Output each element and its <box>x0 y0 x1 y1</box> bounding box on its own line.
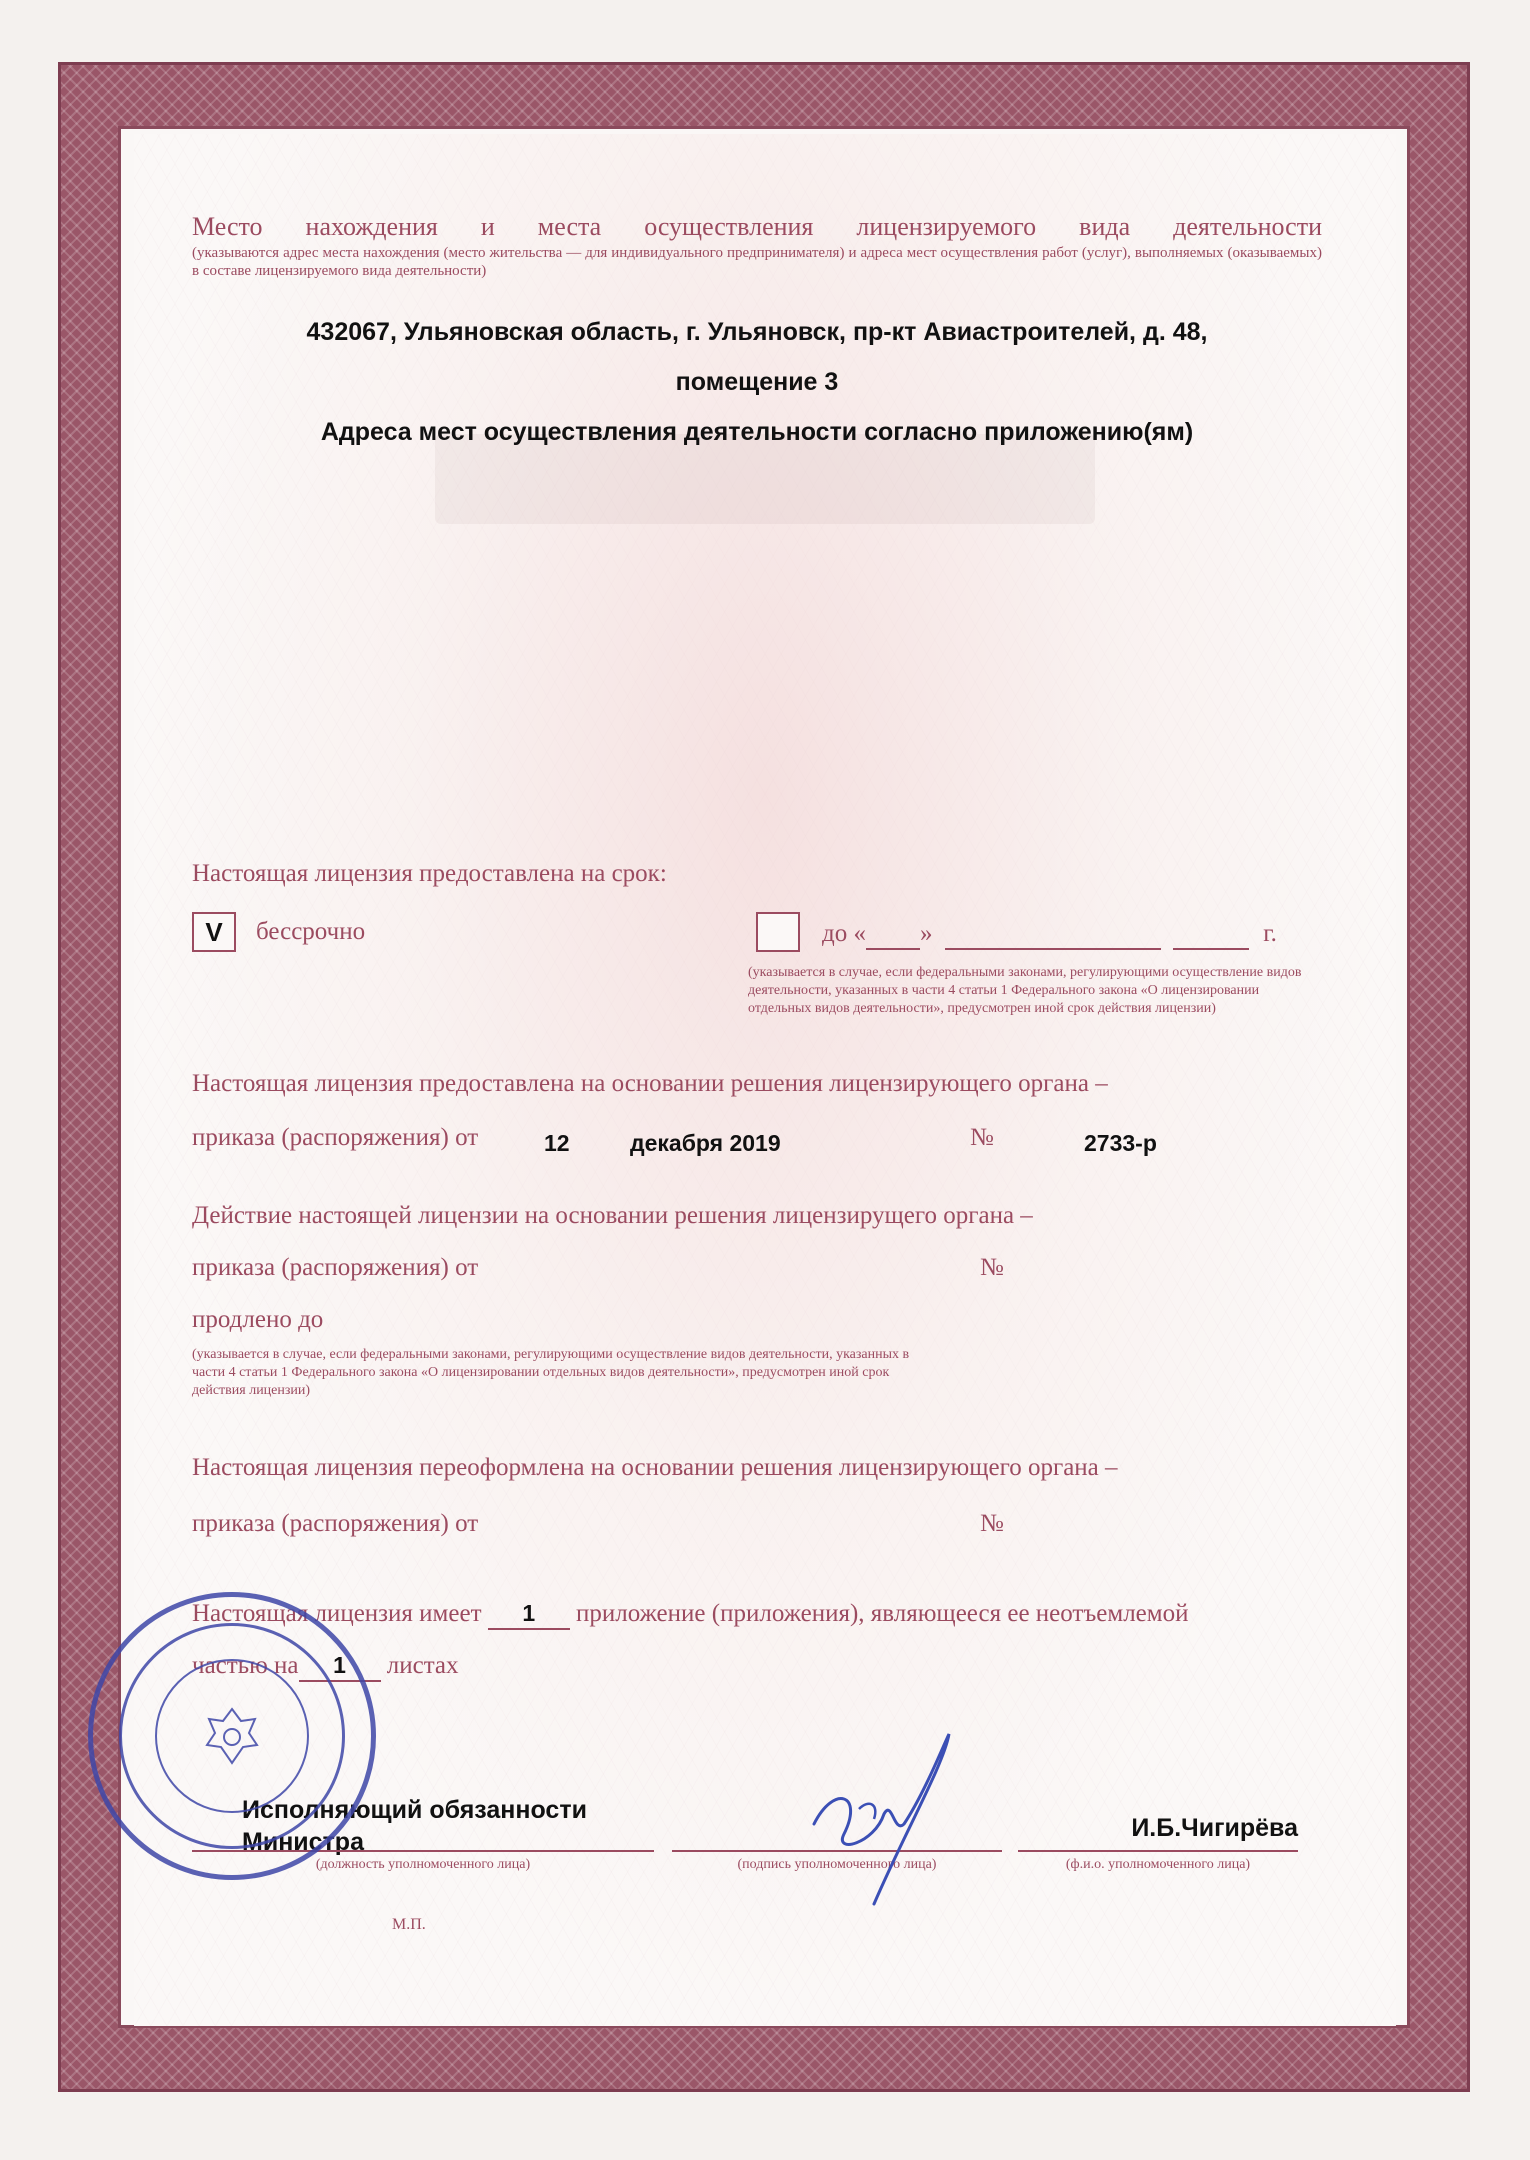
extension-order-label: приказа (распоряжения) от <box>192 1254 479 1281</box>
appendix-sheets-line: частью на 1 листах <box>192 1652 459 1682</box>
unlimited-check-mark: V <box>205 916 223 947</box>
basis-order-label: приказа (распоряжения) от <box>192 1124 479 1151</box>
until-day-blank <box>866 920 920 950</box>
basis-number-sign: № <box>970 1124 994 1151</box>
signature-caption: (подпись уполномоченного лица) <box>737 1857 937 1872</box>
basis-label: Настоящая лицензия предоставлена на основании решения лицензирующего органа – <box>192 1070 1108 1097</box>
term-label: Настоящая лицензия предоставлена на срок: <box>192 860 667 887</box>
until-year-blank <box>1173 920 1249 950</box>
basis-day: 12 <box>544 1130 570 1156</box>
signatory-position: Исполняющий обязанности Министра <box>242 1796 587 1856</box>
location-heading: Место нахождения и места осуществления лицензируемого вида деятельности <box>192 212 1322 241</box>
extended-until-label: продлено до <box>192 1306 324 1333</box>
address-line-3: Адреса мест осуществления деятельности согласно приложению(ям) <box>320 418 1194 446</box>
basis-month-year: декабря 2019 <box>630 1130 781 1156</box>
name-line <box>1018 1850 1298 1852</box>
until-date-line: до « » г. <box>822 920 1277 950</box>
basis-number: 2733-р <box>1084 1130 1157 1156</box>
extension-note: (указывается в случае, если федеральными законами, регулирующими осуществление видов деятельности, указанных в части 4 статьи 1 Федерального закона «О лицензировании отдельных видов деятельности», предусмотрен иной срок действия лицензии) <box>192 1347 910 1398</box>
unlimited-label: бессрочно <box>256 918 366 945</box>
name-caption: (ф.и.о. уполномоченного лица) <box>1065 1857 1251 1872</box>
until-month-blank <box>945 920 1161 950</box>
handwritten-signature <box>774 1714 974 1914</box>
address-line-2: помещение 3 <box>675 368 839 396</box>
appendix-count: 1 <box>522 1600 536 1626</box>
position-caption: (должность уполномоченного лица) <box>315 1857 531 1872</box>
until-note: (указывается в случае, если федеральными законами, регулирующими осуществление видов деятельности, указанных в части 4 статьи 1 Федерального закона «О лицензировании отдельных видов деятельности», предусмотрен иной срок действия лицензии) <box>748 965 1302 1016</box>
unlimited-checkbox <box>192 912 236 952</box>
official-seal-stamp <box>88 1592 376 1880</box>
signatory-name: И.Б.Чигирёва <box>1131 1814 1298 1842</box>
extension-number-sign: № <box>980 1254 1004 1281</box>
emblem-icon <box>197 1701 267 1771</box>
address-line-1: 432067, Ульяновская область, г. Ульяновск, пр-кт Авиастроителей, д. 48, <box>306 318 1208 346</box>
until-checkbox <box>756 912 800 952</box>
seal-mark: М.П. <box>392 1916 426 1933</box>
appendix-sheets: 1 <box>333 1652 346 1678</box>
reissue-number-sign: № <box>980 1510 1004 1537</box>
location-note: (указываются адрес места нахождения (место жительства — для индивидуального предпринимателя) и адреса мест осуществления работ (услуг), выполняемых (оказываемых) в составе лицензируемого вида деятельности) <box>192 245 1322 279</box>
reissue-order-label: приказа (распоряжения) от <box>192 1510 479 1537</box>
appendix-line: Настоящая лицензия имеет 1 приложение (приложения), являющееся ее неотъемлемой <box>192 1600 1188 1630</box>
extension-label: Действие настоящей лицензии на основании решения лицензирущего органа – <box>192 1202 1033 1229</box>
reissue-label: Настоящая лицензия переоформлена на основании решения лицензирующего органа – <box>192 1454 1118 1481</box>
